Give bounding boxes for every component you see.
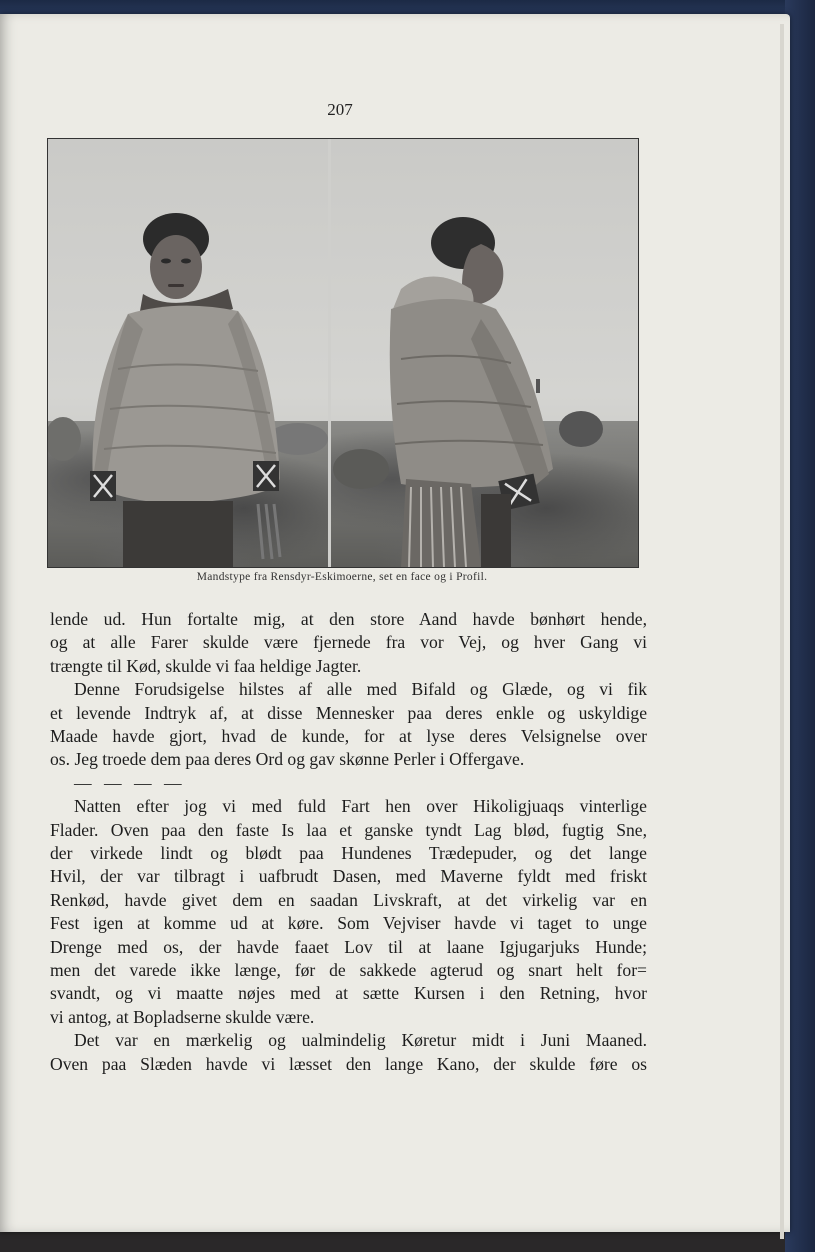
text-line: et levende Indtryk af, at disse Mennesker paa deres enkle og uskyldige	[50, 702, 647, 723]
page-stack-edge	[780, 24, 784, 1239]
text-line: Flader. Oven paa den faste Is laa et ganske tyndt Lag blød, fugtig Sne,	[50, 819, 647, 840]
text-line: Natten efter jog vi med fuld Fart hen over Hikoligjuaqs vinterlige	[74, 796, 647, 817]
text-line: men det varede ikke længe, før de sakkede agterud og snart helt for=	[50, 960, 647, 981]
book-page	[0, 14, 790, 1232]
figure-caption: Mandstype fra Rensdyr-Eskimoerne, set en face og i Profil.	[196, 571, 488, 583]
text-line: Fest igen at komme ud at køre. Som Vejviser havde vi taget to unge	[50, 913, 647, 934]
paragraph-1	[50, 608, 647, 678]
body-text	[50, 608, 647, 1076]
text-line: svandt, og vi maatte nøjes med at sætte Kursen i den Retning, hvor	[50, 983, 647, 1004]
text-line: Drenge med os, der havde faaet Lov til at laane Igjugarjuks Hunde;	[50, 936, 647, 957]
text-line: trængte til Kød, skulde vi faa heldige Jagter.	[50, 655, 362, 676]
text-line: Det var en mærkelig og ualmindelig Køretur midt i Juni Maaned.	[74, 1030, 647, 1051]
paragraph-2	[50, 678, 647, 772]
text-line: lende ud. Hun fortalte mig, at den store Aand havde bønhørt hende,	[50, 609, 647, 629]
text-line: vi antog, at Bopladserne skulde være.	[50, 1006, 315, 1027]
text-line: Maade havde gjort, hvad de kunde, for at lyse deres Velsignelse over	[50, 726, 647, 747]
photo-plate	[47, 138, 639, 568]
paragraph-4	[50, 1029, 647, 1076]
front-view-figure	[48, 139, 328, 567]
text-line: Renkød, havde givet dem en saadan Livskraft, at det virkelig var en	[50, 889, 647, 910]
profile-view-figure	[331, 139, 638, 567]
text-line: Hvil, der var tilbragt i uafbrudt Dasen, med Maverne fyldt med friskt	[50, 866, 647, 887]
text-line: Denne Forudsigelse hilstes af alle med Bifald og Glæde, og vi fik	[74, 679, 647, 700]
paragraph-3	[50, 795, 647, 1029]
photo-front-view	[48, 139, 328, 567]
text-line: og at alle Farer skulde være fjernede fra vor Vej, og hver Gang vi	[50, 632, 647, 653]
page-number: 207	[327, 100, 353, 119]
text-line: os. Jeg troede dem paa deres Ord og gav skønne Perler i Offergave.	[50, 749, 525, 770]
section-separator: — — — —	[74, 772, 186, 793]
text-line: der virkede lindt og blødt paa Hundenes Trædepuder, og det lange	[50, 843, 647, 864]
photo-profile-view	[331, 139, 638, 567]
text-line: Oven paa Slæden havde vi læsset den lange Kano, der skulde føre os	[50, 1053, 647, 1074]
